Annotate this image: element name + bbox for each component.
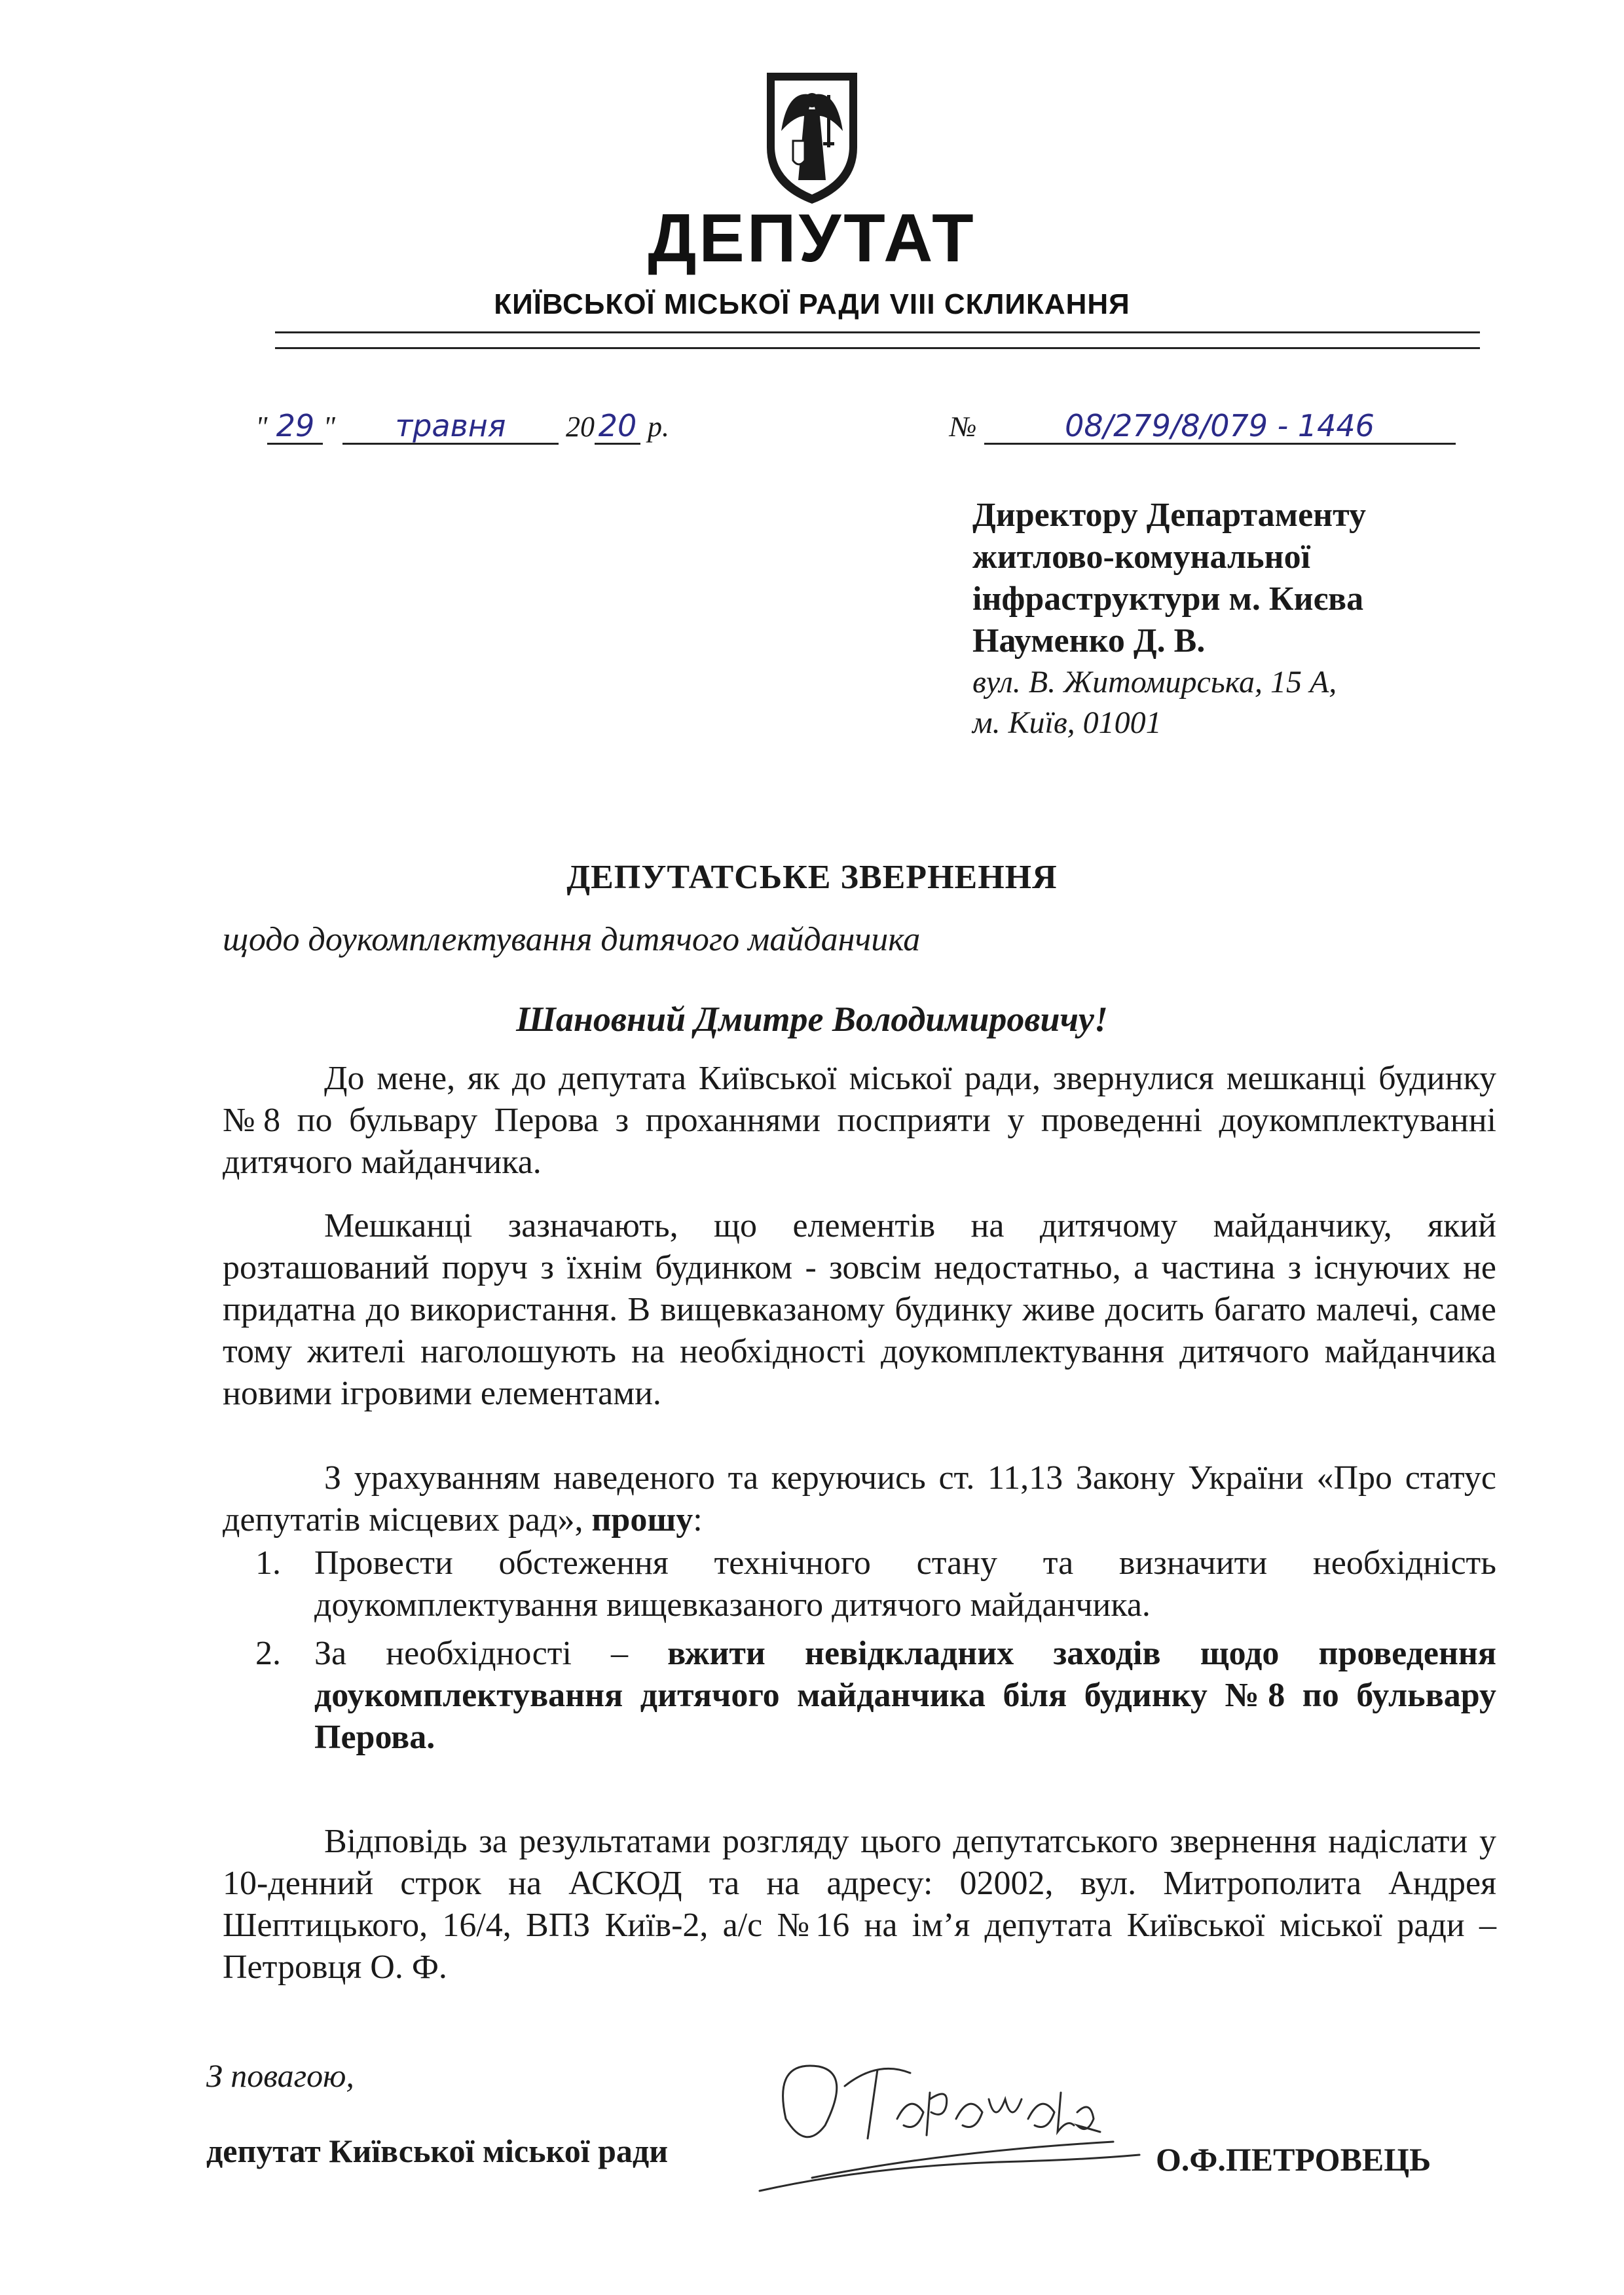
date-year-prefix: 20 <box>565 411 595 443</box>
paragraph-3-colon: : <box>693 1501 703 1539</box>
paragraph-3-request: прошу <box>591 1501 693 1539</box>
date-close-quote: " <box>323 411 335 443</box>
registration-number-line <box>950 409 1456 445</box>
signer-name: О.Ф.ПЕТРОВЕЦЬ <box>1156 2141 1431 2178</box>
date-day: 29 <box>267 409 323 445</box>
list-item-text: Провести обстеження технічного стану та визначити необхідність доукомплектування вищевказаного дитячого майданчика. <box>314 1544 1496 1624</box>
paragraph-response: Відповідь за результатами розгляду цього депутатського звернення надіслати у 10-денний строк на АСКОД та на адресу: 02002, вул. Митрополита Андрея Шептицького, 16/4, ВПЗ Київ-2, а/с №16 на ім’я депутата Київської міської ради – Петровця О. Ф. <box>223 1823 1496 1986</box>
header-divider-top <box>275 331 1480 333</box>
addressee-line-2: житлово-комунальної <box>972 538 1311 576</box>
kyiv-archangel-emblem-icon <box>762 69 862 206</box>
date-month: травня <box>342 409 559 445</box>
appeal-subtitle: щодо доукомплектування дитячого майданчика <box>223 921 921 958</box>
paragraph-2: Мешканці зазначають, що елементів на дитячому майданчику, який розташований поруч з їхнім будинком - зовсім недостатньо, а частина з існуючих не придатна до використання. В вищевказаному будинку живе досить багато малечі, саме тому жителі наголошують на необхідності доукомплектування дитячого майданчика новими ігровими елементами. <box>223 1207 1496 1412</box>
list-item-text: За необхідності – <box>314 1635 668 1672</box>
header-title: ДЕПУТАТ <box>648 200 976 276</box>
registration-number: 08/279/8/079 - 1446 <box>984 409 1456 445</box>
appeal-title: ДЕПУТАТСЬКЕ ЗВЕРНЕННЯ <box>566 859 1058 896</box>
paragraph-3 <box>223 1457 1496 1541</box>
closing-regards: З повагою, <box>206 2057 354 2094</box>
list-item <box>255 1542 1496 1626</box>
addressee-city: м. Київ, 01001 <box>972 705 1162 740</box>
date-line <box>255 409 669 445</box>
handwritten-signature-icon <box>747 2021 1153 2217</box>
addressee-line-3: інфраструктури м. Києва <box>972 580 1364 618</box>
addressee-street: вул. В. Житомирська, 15 А, <box>972 665 1337 700</box>
header-subtitle: КИЇВСЬКОЇ МІСЬКОЇ РАДИ VIII СКЛИКАННЯ <box>494 288 1130 320</box>
addressee-block <box>972 494 1509 743</box>
date-r: р. <box>647 411 669 443</box>
date-year-suffix: 20 <box>595 409 640 445</box>
date-open-quote: " <box>255 411 268 443</box>
list-item-number: 2. <box>255 1635 281 1672</box>
paragraph-3-text: З урахуванням наведеного та керуючись ст. 11,13 Закону України «Про статус депутатів місцевих рад», <box>223 1459 1496 1539</box>
list-item <box>255 1633 1496 1759</box>
list-item-bold-text: вжити невідкладних заходів щодо проведення доукомплектування дитячого майданчика біля будинку №8 по бульвару Перова. <box>314 1635 1497 1756</box>
addressee-line-1: Директору Департаменту <box>972 496 1366 534</box>
salutation: Шановний Дмитре Володимировичу! <box>516 999 1108 1039</box>
number-label: № <box>950 411 977 443</box>
signer-role: депутат Київської міської ради <box>206 2133 669 2169</box>
addressee-line-4: Науменко Д. В. <box>972 622 1206 660</box>
list-item-number: 1. <box>255 1544 281 1582</box>
paragraph-1: До мене, як до депутата Київської міської ради, звернулися мешканці будинку №8 по бульвару Перова з проханнями посприяти у проведенні доукомплектуванні дитячого майданчика. <box>223 1060 1496 1181</box>
header-divider-bottom <box>275 347 1480 349</box>
request-list <box>255 1542 1496 1765</box>
